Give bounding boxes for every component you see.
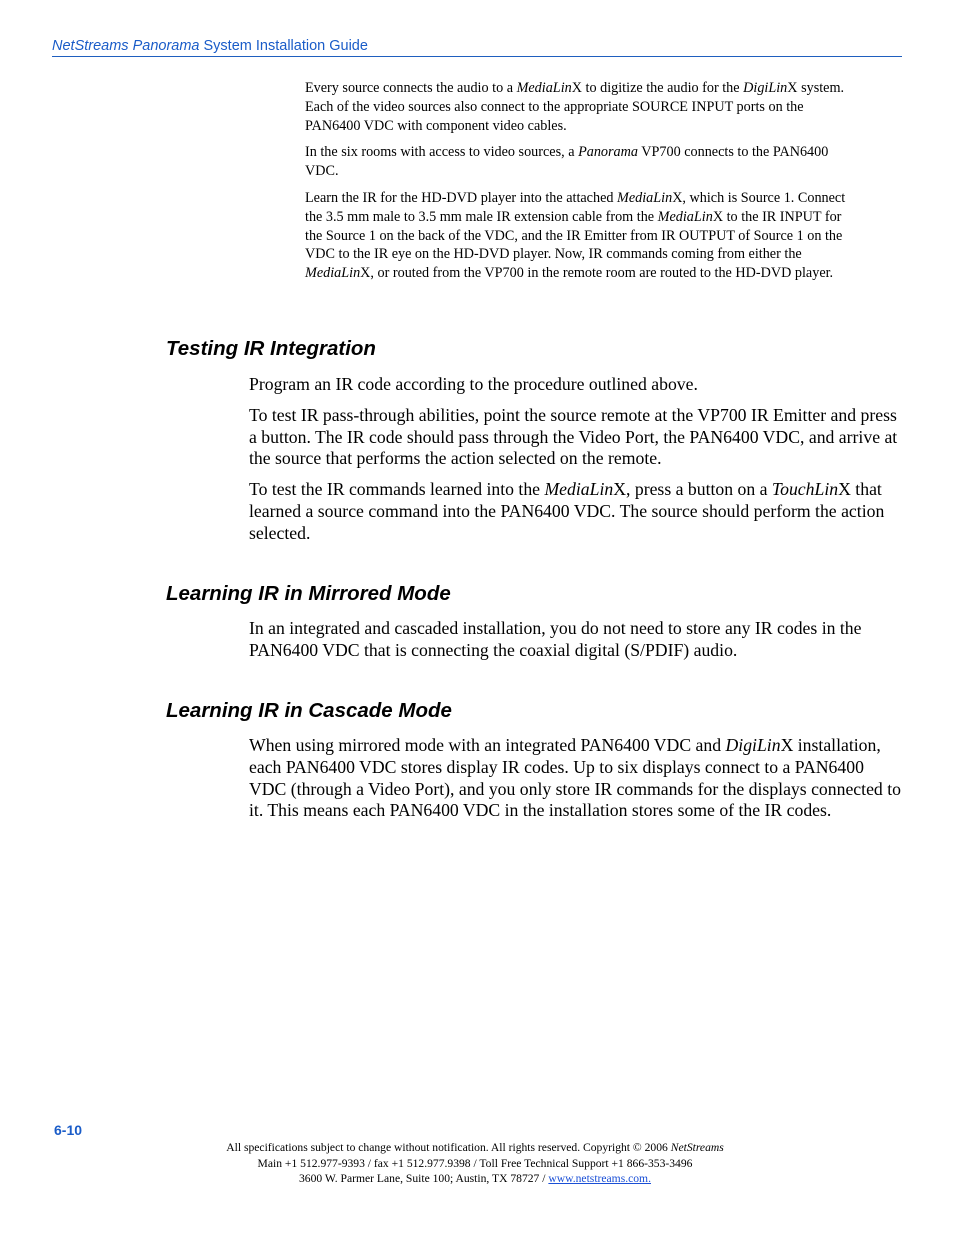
text-run: X installation, each PAN6400 VDC stores display IR codes. Up to six displays connect to a PAN6400 VDC (through a Video Port), and you only store IR commands for the displays connected to it. This means each PAN6400 VDC in the installation stores some of the IR codes. (249, 735, 901, 821)
intro-paragraph-2 (305, 143, 850, 181)
italic-text-run: MediaLin (544, 479, 614, 500)
italic-text-run: MediaLin (305, 265, 361, 282)
mirrored-paragraph-1 (249, 618, 901, 662)
italic-text-run: MediaLin (617, 189, 673, 206)
italic-text-run: MediaLin (657, 208, 713, 225)
text-run: X to the IR INPUT for the Source 1 on the back of the VDC, and the IR Emitter from IR OUTPUT of Source 1 on the VDC to the IR eye on the HD-DVD player. Now, IR commands coming from either the (305, 208, 843, 263)
text-run: Every source connects the audio to a (305, 80, 517, 96)
text-run: In an integrated and cascaded installation, you do not need to store any IR codes in the PAN6400 VDC that is connecting the coaxial digital (S/PDIF) audio. (249, 618, 862, 660)
intro-paragraph-3 (305, 189, 850, 283)
footer-copyright-text: All specifications subject to change without notification. All rights reserved. Copyright © 2006 (226, 1141, 671, 1154)
testing-paragraph-1 (249, 374, 901, 396)
footer-line-copyright (150, 1140, 800, 1156)
testing-paragraph-2 (249, 405, 901, 470)
text-run: Program an IR code according to the procedure outlined above. (249, 374, 698, 394)
testing-paragraph-3 (249, 479, 901, 544)
footer-website-link[interactable]: www.netstreams.com. (548, 1172, 651, 1186)
running-header (52, 37, 902, 57)
heading-learning-ir-cascade: Learning IR in Cascade Mode (166, 699, 452, 722)
page-footer (150, 1140, 800, 1187)
italic-text-run: DigiLin (725, 735, 781, 755)
text-run: X, which is Source 1. Connect the 3.5 mm male to 3.5 mm male IR extension cable from the (305, 189, 846, 225)
text-run: X that learned a source command into the PAN6400 VDC. The source should perform the action selected. (249, 479, 885, 543)
page-number: 6-10 (54, 1122, 83, 1138)
footer-line-address (150, 1171, 800, 1187)
section-mirrored-body (249, 618, 901, 671)
intro-paragraph-1 (305, 79, 850, 135)
text-run: In the six rooms with access to video sources, a (305, 144, 579, 161)
text-run: When using mirrored mode with an integrated PAN6400 VDC and (249, 735, 726, 755)
header-guide-title: System Installation Guide (203, 38, 368, 54)
italic-text-run: TouchLin (771, 479, 839, 500)
text-run: X system. Each of the video sources also connect to the appropriate SOURCE INPUT ports on the PAN6400 VDC with component video cables. (305, 80, 845, 134)
text-run: X, press a button on a (613, 479, 772, 500)
text-run: Learn the IR for the HD-DVD player into the attached (305, 189, 618, 206)
italic-text-run: Panorama (578, 144, 638, 161)
text-run: X, or routed from the VP700 in the remote room are routed to the HD-DVD player. (360, 265, 834, 282)
cascade-paragraph-1 (249, 735, 901, 822)
header-brand: NetStreams Panorama (52, 38, 200, 54)
footer-line-contact: Main +1 512.977-9393 / fax +1 512.977.9398 / Toll Free Technical Support +1 866-353-3496 (257, 1156, 693, 1170)
text-run: VP700 connects to the PAN6400 VDC. (305, 144, 829, 180)
italic-text-run: MediaLin (516, 80, 572, 96)
text-run: X to digitize the audio for the (571, 80, 744, 96)
heading-learning-ir-mirrored: Learning IR in Mirrored Mode (166, 582, 451, 605)
text-run: To test IR pass-through abilities, point the source remote at the VP700 IR Emitter and press a button. The IR code should pass through the Video Port, the PAN6400 VDC, and arrive at the source that performs the action selected on the remote. (249, 404, 898, 469)
text-run: To test the IR commands learned into the (249, 479, 545, 500)
section-testing-body (249, 374, 901, 554)
intro-block (305, 79, 850, 291)
footer-address-text: 3600 W. Parmer Lane, Suite 100; Austin, TX 78727 / (299, 1172, 549, 1186)
heading-testing-ir-integration: Testing IR Integration (166, 337, 376, 360)
footer-brand: NetStreams (670, 1141, 724, 1154)
section-cascade-body (249, 735, 901, 831)
italic-text-run: DigiLin (743, 80, 788, 96)
